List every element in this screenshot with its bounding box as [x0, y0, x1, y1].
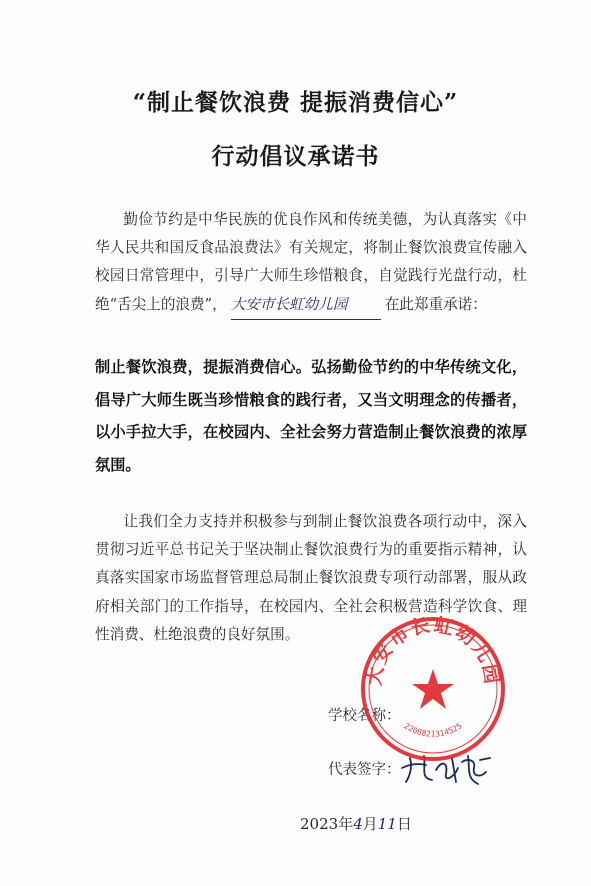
paragraph-intro-text: 勤俭节约是中华民族的优良作风和传统美德，为认真落实《中华人民共和国反食品浪费法》有关规定，将制止餐饮浪费宣传融入校园日常管理中，引导广大师生珍惜粮食，自觉践行光盘行动，杜绝“舌尖上的浪费”，	[95, 211, 527, 313]
date-month-suffix: 月	[362, 815, 378, 833]
school-name-label: 学校名称：	[328, 708, 401, 724]
paragraph-commitment: 制止餐饮浪费，提振消费信心。弘扬勤俭节约的中华传统文化，倡导广大师生既当珍惜粮食的践行者，又当文明理念的传播者，以小手拉大手，在校园内、全社会努力营造制止餐饮浪费的浓厚氛围。	[95, 358, 527, 474]
official-seal-stamp	[358, 614, 508, 764]
document-date	[300, 813, 412, 834]
paragraph-action-text: 让我们全力支持并积极参与到制止餐饮浪费各项行动中，深入贯彻习近平总书记关于坚决制止餐饮浪费行为的重要指示精神，认真落实国家市场监督管理总局制止餐饮浪费专项行动部署，服从政府相关部门的工作指导，在校园内、全社会积极营造科学饮食、理性消费、杜绝浪费的良好氛围。	[95, 513, 527, 643]
date-year: 2023	[300, 815, 339, 833]
date-year-suffix: 年	[338, 815, 354, 833]
date-month: 4	[353, 815, 363, 833]
document-title-line1: “制止餐饮浪费 提振消费信心”	[132, 89, 459, 116]
date-day: 11	[377, 815, 397, 833]
representative-signature-label: 代表签字：	[328, 762, 401, 778]
paragraph-intro-tail: 在此郑重承诺：	[384, 295, 487, 313]
date-day-suffix: 日	[396, 815, 412, 833]
seal-code: 2208821314525	[402, 721, 464, 739]
paragraph-intro	[95, 206, 527, 320]
svg-text:2208821314525	[402, 721, 463, 739]
seal-text: 大安市长虹幼儿园	[363, 614, 503, 688]
school-name-handwritten: 大安市长虹幼儿园	[231, 291, 381, 320]
seal-star-icon	[412, 669, 454, 709]
document-title-line2: 行动倡议承诺书	[211, 143, 380, 170]
